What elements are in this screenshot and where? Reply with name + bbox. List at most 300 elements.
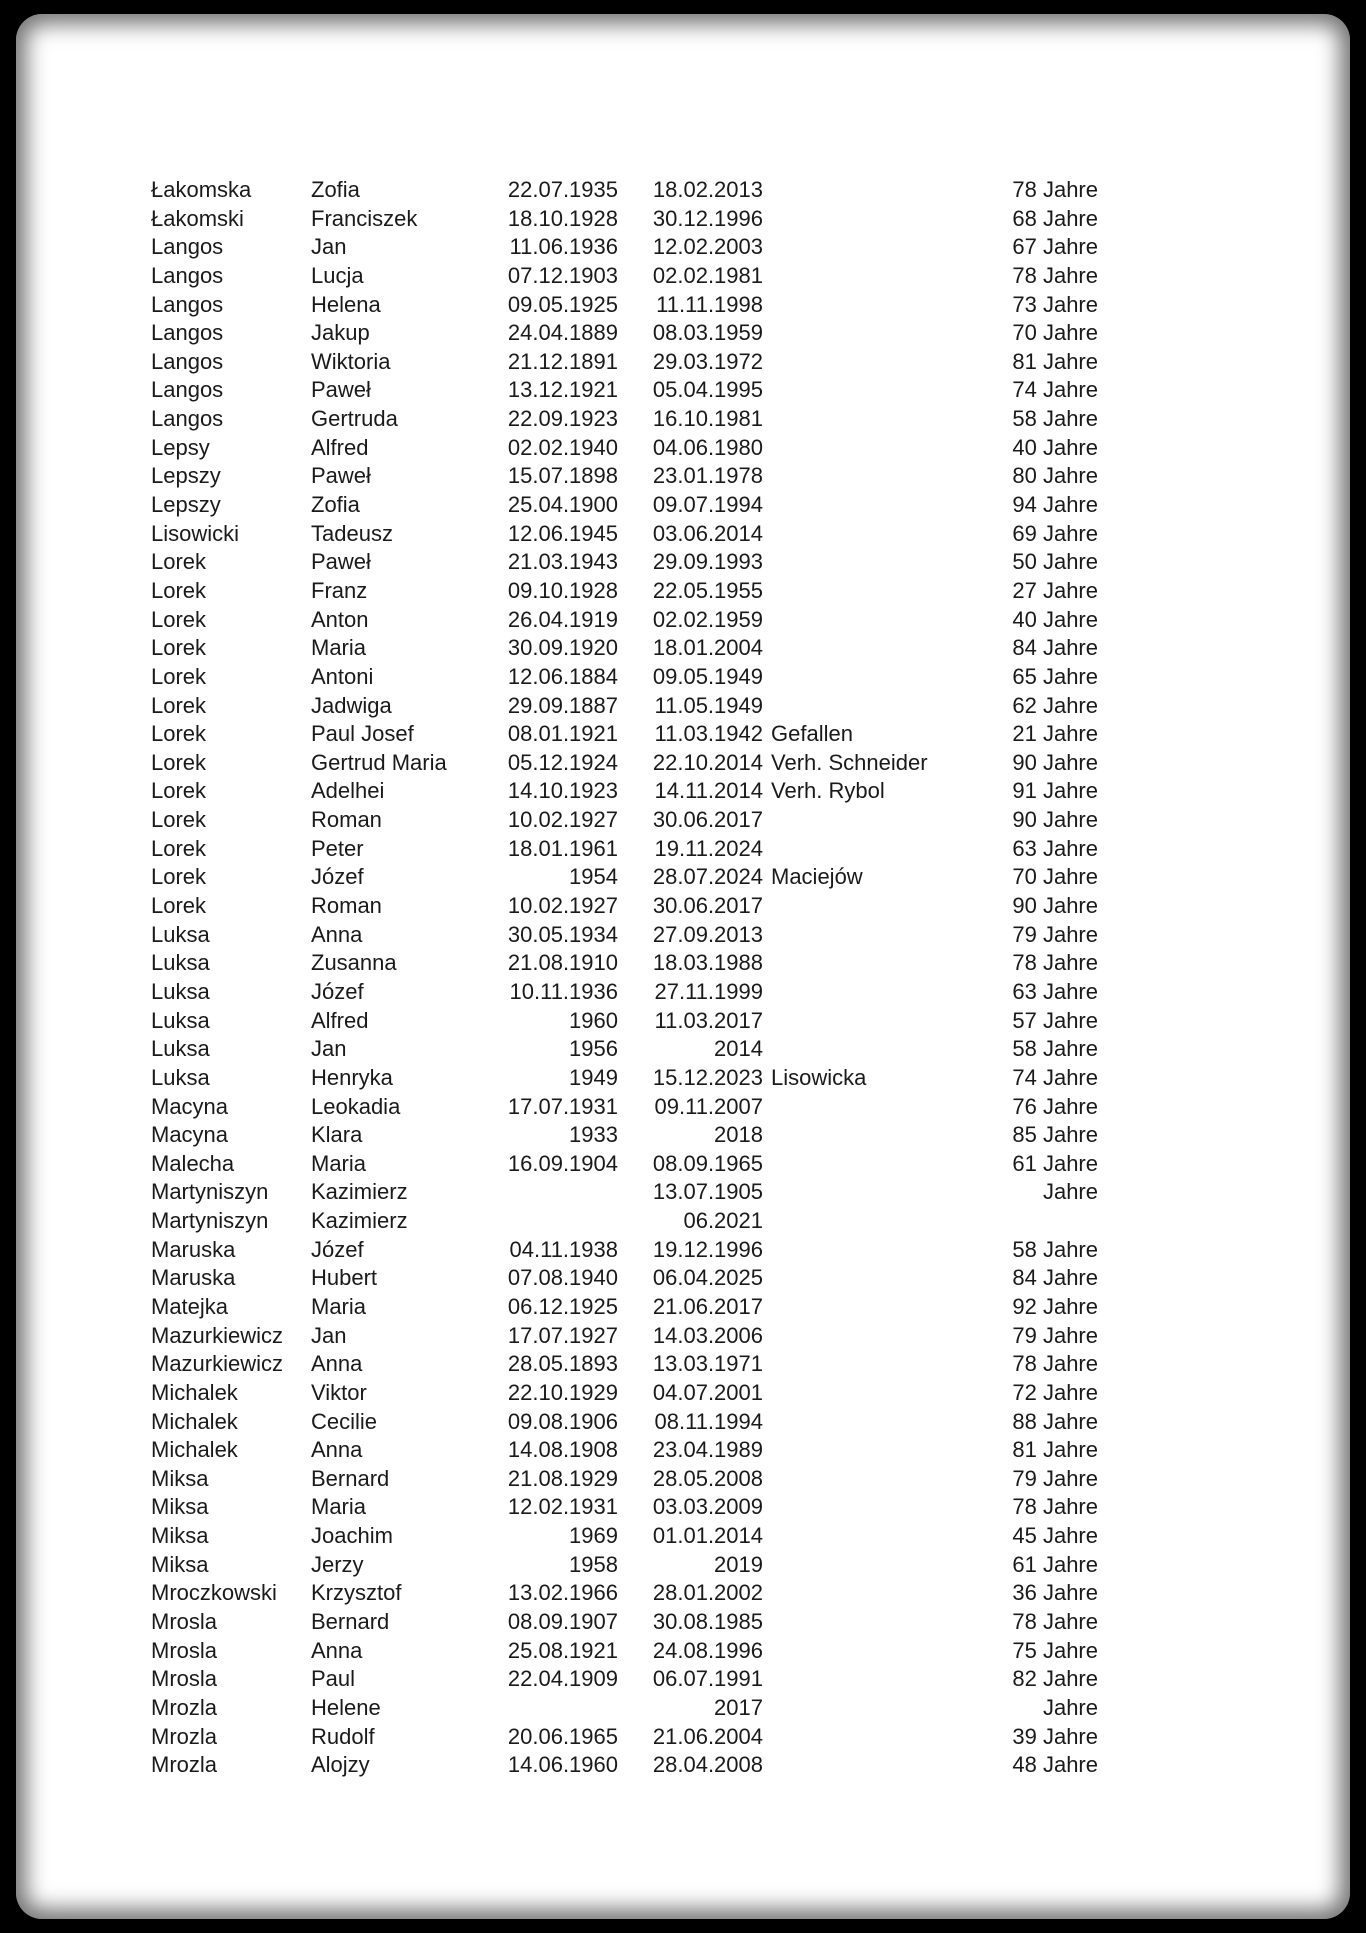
surname-cell: Lisowicki <box>151 520 240 546</box>
birth-date-cell: 20.06.1965 <box>507 1723 618 1749</box>
firstname-cell: Hubert <box>311 1265 378 1291</box>
age-cell <box>1011 1264 1098 1293</box>
age-unit: Jahre <box>1042 1293 1098 1319</box>
birth-date-cell: 1954 <box>569 864 618 890</box>
firstname-cell: Maria <box>311 1293 367 1319</box>
age-cell <box>1011 1408 1098 1437</box>
age-unit: Jahre <box>1042 1465 1098 1491</box>
birth-date-cell: 07.12.1903 <box>507 262 618 288</box>
death-date-cell: 22.05.1955 <box>652 577 763 603</box>
age-unit: Jahre <box>1042 1379 1098 1405</box>
surname-cell: Mrosla <box>151 1666 218 1692</box>
age-value: 36 <box>1012 1580 1037 1606</box>
birth-date-cell: 05.12.1924 <box>507 749 618 775</box>
age-cell <box>1011 1522 1098 1551</box>
birth-date-cell: 26.04.1919 <box>507 606 618 632</box>
table-row <box>151 949 1151 978</box>
death-date-cell: 22.10.2014 <box>652 749 763 775</box>
firstname-cell: Rudolf <box>311 1723 375 1749</box>
note-cell: Verh. Schneider <box>771 749 928 775</box>
firstname-cell: Viktor <box>311 1379 367 1405</box>
age-cell <box>1011 777 1098 806</box>
age-unit: Jahre <box>1042 1408 1098 1434</box>
surname-cell: Łakomski <box>151 205 244 231</box>
age-cell <box>1011 348 1098 377</box>
birth-date-cell: 1956 <box>569 1036 618 1062</box>
firstname-cell: Bernard <box>311 1465 390 1491</box>
birth-date-cell: 17.07.1931 <box>507 1093 618 1119</box>
age-unit: Jahre <box>1042 1609 1098 1635</box>
firstname-cell: Maria <box>311 635 367 661</box>
age-cell <box>1011 978 1098 1007</box>
birth-date-cell: 12.06.1884 <box>507 663 618 689</box>
age-value: 27 <box>1012 577 1037 603</box>
age-value: 65 <box>1012 663 1037 689</box>
death-date-cell: 11.11.1998 <box>656 291 763 317</box>
birth-date-cell: 12.06.1945 <box>507 520 618 546</box>
age-unit: Jahre <box>1042 1093 1098 1119</box>
death-date-cell: 27.09.2013 <box>652 921 763 947</box>
death-date-cell: 09.07.1994 <box>652 492 763 518</box>
firstname-cell: Maria <box>311 1150 367 1176</box>
firstname-cell: Gertrud Maria <box>311 749 447 775</box>
age-unit: Jahre <box>1042 1265 1098 1291</box>
age-unit: Jahre <box>1042 577 1098 603</box>
age-cell <box>1011 1694 1098 1723</box>
age-unit: Jahre <box>1042 1523 1098 1549</box>
birth-date-cell: 25.04.1900 <box>507 492 618 518</box>
birth-date-cell: 1933 <box>569 1122 618 1148</box>
age-cell <box>1011 892 1098 921</box>
surname-cell: Lepsy <box>151 434 210 460</box>
birth-date-cell: 10.02.1927 <box>507 807 618 833</box>
age-value: 88 <box>1012 1408 1037 1434</box>
age-unit: Jahre <box>1042 1551 1098 1577</box>
age-cell <box>1011 1236 1098 1265</box>
death-date-cell: 13.03.1971 <box>652 1351 763 1377</box>
age-cell <box>1011 720 1098 749</box>
table-row <box>151 1751 1151 1780</box>
age-cell <box>1011 606 1098 635</box>
age-unit: Jahre <box>1042 463 1098 489</box>
table-row <box>151 1264 1151 1293</box>
surname-cell: Mazurkiewicz <box>151 1351 284 1377</box>
table-row <box>151 577 1151 606</box>
age-cell <box>1011 749 1098 778</box>
death-date-cell: 30.06.2017 <box>652 893 763 919</box>
table-row <box>151 1665 1151 1694</box>
death-date-cell: 06.2021 <box>683 1208 763 1234</box>
death-date-cell: 06.07.1991 <box>652 1666 763 1692</box>
age-cell <box>1011 1035 1098 1064</box>
surname-cell: Mrosla <box>151 1609 218 1635</box>
firstname-cell: Cecilie <box>311 1408 378 1434</box>
age-unit: Jahre <box>1042 320 1098 346</box>
surname-cell: Luksa <box>151 921 210 947</box>
age-value: 68 <box>1012 205 1037 231</box>
table-row <box>151 319 1151 348</box>
table-row <box>151 233 1151 262</box>
birth-date-cell: 28.05.1893 <box>507 1351 618 1377</box>
surname-cell: Mrozla <box>151 1752 218 1778</box>
age-value: 79 <box>1012 1465 1037 1491</box>
firstname-cell: Paweł <box>311 377 371 403</box>
table-row <box>151 863 1151 892</box>
age-value: 63 <box>1012 978 1037 1004</box>
age-cell <box>1011 1379 1098 1408</box>
surname-cell: Langos <box>151 262 224 288</box>
firstname-cell: Peter <box>311 835 364 861</box>
table-row <box>151 1637 1151 1666</box>
firstname-cell: Henryka <box>311 1064 393 1090</box>
death-date-cell: 27.11.1999 <box>654 978 763 1004</box>
age-value: 91 <box>1012 778 1037 804</box>
death-date-cell: 23.04.1989 <box>652 1437 763 1463</box>
firstname-cell: Paul <box>311 1666 356 1692</box>
surname-cell: Matejka <box>151 1293 229 1319</box>
age-value: 70 <box>1012 320 1037 346</box>
firstname-cell: Anton <box>311 606 369 632</box>
firstname-cell: Franz <box>311 577 368 603</box>
age-value: 74 <box>1012 1064 1037 1090</box>
age-value: 70 <box>1012 864 1037 890</box>
firstname-cell: Helena <box>311 291 381 317</box>
table-row <box>151 1522 1151 1551</box>
age-cell <box>1011 949 1098 978</box>
age-value: 48 <box>1012 1752 1037 1778</box>
age-value: 57 <box>1012 1007 1037 1033</box>
firstname-cell: Jadwiga <box>311 692 392 718</box>
age-cell <box>1011 491 1098 520</box>
firstname-cell: Paul Josef <box>311 721 414 747</box>
death-date-cell: 28.07.2024 <box>652 864 763 890</box>
firstname-cell: Lucja <box>311 262 364 288</box>
birth-date-cell: 1958 <box>569 1551 618 1577</box>
birth-date-cell: 18.01.1961 <box>507 835 618 861</box>
birth-date-cell: 09.08.1906 <box>507 1408 618 1434</box>
birth-date-cell: 21.03.1943 <box>507 549 618 575</box>
birth-date-cell: 10.11.1936 <box>509 978 618 1004</box>
age-unit: Jahre <box>1042 520 1098 546</box>
age-value: 84 <box>1012 635 1037 661</box>
birth-date-cell: 16.09.1904 <box>507 1150 618 1176</box>
birth-date-cell: 14.10.1923 <box>507 778 618 804</box>
age-value: 62 <box>1012 692 1037 718</box>
firstname-cell: Zofia <box>311 492 360 518</box>
age-cell <box>1011 1665 1098 1694</box>
note-cell: Verh. Rybol <box>771 778 885 804</box>
age-value: 94 <box>1012 492 1037 518</box>
table-row <box>151 606 1151 635</box>
firstname-cell: Paweł <box>311 549 371 575</box>
surname-cell: Mrozla <box>151 1723 218 1749</box>
table-row <box>151 1093 1151 1122</box>
table-row <box>151 1493 1151 1522</box>
birth-date-cell: 09.05.1925 <box>507 291 618 317</box>
birth-date-cell: 25.08.1921 <box>507 1637 618 1663</box>
age-cell <box>1011 577 1098 606</box>
firstname-cell: Jakup <box>311 320 370 346</box>
surname-cell: Lorek <box>151 692 207 718</box>
age-value: 40 <box>1012 606 1037 632</box>
table-row <box>151 634 1151 663</box>
age-value: 63 <box>1012 835 1037 861</box>
age-value: 58 <box>1012 406 1037 432</box>
age-unit: Jahre <box>1042 950 1098 976</box>
age-value: 67 <box>1012 234 1037 260</box>
table-row <box>151 1551 1151 1580</box>
age-value: 45 <box>1012 1523 1037 1549</box>
firstname-cell: Józef <box>311 864 364 890</box>
age-unit: Jahre <box>1042 1694 1098 1720</box>
table-row <box>151 1322 1151 1351</box>
birth-date-cell: 21.12.1891 <box>507 348 618 374</box>
age-value: 79 <box>1012 921 1037 947</box>
age-cell <box>1011 1150 1098 1179</box>
age-cell <box>1011 1350 1098 1379</box>
age-unit: Jahre <box>1042 434 1098 460</box>
age-value: 74 <box>1012 377 1037 403</box>
age-cell <box>1011 921 1098 950</box>
age-cell <box>1011 434 1098 463</box>
firstname-cell: Leokadia <box>311 1093 401 1119</box>
firstname-cell: Joachim <box>311 1523 393 1549</box>
age-cell <box>1011 634 1098 663</box>
age-value: 78 <box>1012 950 1037 976</box>
death-date-cell: 2017 <box>714 1694 763 1720</box>
surname-cell: Martyniszyn <box>151 1208 269 1234</box>
age-cell <box>1011 692 1098 721</box>
age-cell <box>1011 1436 1098 1465</box>
table-row <box>151 663 1151 692</box>
age-unit: Jahre <box>1042 663 1098 689</box>
death-date-cell: 05.04.1995 <box>652 377 763 403</box>
age-unit: Jahre <box>1042 1122 1098 1148</box>
age-unit: Jahre <box>1042 721 1098 747</box>
age-cell <box>1011 1751 1098 1780</box>
age-value: 50 <box>1012 549 1037 575</box>
surname-cell: Mroczkowski <box>151 1580 277 1606</box>
age-unit: Jahre <box>1042 635 1098 661</box>
table-row <box>151 1465 1151 1494</box>
age-value: 81 <box>1012 348 1037 374</box>
birth-date-cell: 08.01.1921 <box>507 721 618 747</box>
age-unit: Jahre <box>1042 1064 1098 1090</box>
death-date-cell: 18.03.1988 <box>652 950 763 976</box>
firstname-cell: Jerzy <box>311 1551 364 1577</box>
surname-cell: Michalek <box>151 1379 238 1405</box>
birth-date-cell: 21.08.1910 <box>507 950 618 976</box>
birth-date-cell: 10.02.1927 <box>507 893 618 919</box>
surname-cell: Malecha <box>151 1150 235 1176</box>
age-cell <box>1011 1064 1098 1093</box>
table-row <box>151 1121 1151 1150</box>
birth-date-cell: 22.04.1909 <box>507 1666 618 1692</box>
age-unit: Jahre <box>1042 205 1098 231</box>
death-date-cell: 11.03.2017 <box>654 1007 763 1033</box>
surname-cell: Langos <box>151 291 224 317</box>
table-row <box>151 1379 1151 1408</box>
surname-cell: Luksa <box>151 978 210 1004</box>
table-row <box>151 1064 1151 1093</box>
age-cell <box>1011 835 1098 864</box>
death-date-cell: 28.05.2008 <box>652 1465 763 1491</box>
firstname-cell: Antoni <box>311 663 374 689</box>
age-cell <box>1011 1121 1098 1150</box>
death-date-cell: 28.01.2002 <box>652 1580 763 1606</box>
death-date-cell: 21.06.2017 <box>652 1293 763 1319</box>
surname-cell: Miksa <box>151 1494 209 1520</box>
firstname-cell: Anna <box>311 1437 363 1463</box>
age-unit: Jahre <box>1042 1494 1098 1520</box>
age-cell <box>1011 319 1098 348</box>
death-date-cell: 08.09.1965 <box>652 1150 763 1176</box>
birth-date-cell: 13.12.1921 <box>507 377 618 403</box>
age-unit: Jahre <box>1042 549 1098 575</box>
birth-date-cell: 1969 <box>569 1523 618 1549</box>
note-cell: Lisowicka <box>771 1064 867 1090</box>
age-unit: Jahre <box>1042 291 1098 317</box>
age-value: 76 <box>1012 1093 1037 1119</box>
age-unit: Jahre <box>1042 606 1098 632</box>
age-cell <box>1011 462 1098 491</box>
table-row <box>151 205 1151 234</box>
age-unit: Jahre <box>1042 807 1098 833</box>
age-unit: Jahre <box>1042 1351 1098 1377</box>
age-value: 73 <box>1012 291 1037 317</box>
age-value: 90 <box>1012 807 1037 833</box>
table-row <box>151 376 1151 405</box>
table-row <box>151 262 1151 291</box>
table-row <box>151 1207 1151 1236</box>
table-row <box>151 434 1151 463</box>
surname-cell: Lorek <box>151 606 207 632</box>
age-cell <box>1011 205 1098 234</box>
surname-cell: Lorek <box>151 663 207 689</box>
birth-date-cell: 1949 <box>569 1064 618 1090</box>
firstname-cell: Jan <box>311 1322 347 1348</box>
age-value: 75 <box>1012 1637 1037 1663</box>
age-cell <box>1011 1637 1098 1666</box>
age-value: 85 <box>1012 1122 1037 1148</box>
birth-date-cell: 13.02.1966 <box>507 1580 618 1606</box>
age-cell <box>1011 663 1098 692</box>
birth-date-cell: 21.08.1929 <box>507 1465 618 1491</box>
firstname-cell: Alfred <box>311 434 369 460</box>
age-unit: Jahre <box>1042 377 1098 403</box>
death-date-cell: 2019 <box>714 1551 763 1577</box>
death-date-cell: 08.03.1959 <box>652 320 763 346</box>
table-row <box>151 462 1151 491</box>
surname-cell: Michalek <box>151 1408 238 1434</box>
age-unit: Jahre <box>1042 1322 1098 1348</box>
table-row <box>151 835 1151 864</box>
birth-date-cell: 30.05.1934 <box>507 921 618 947</box>
table-row <box>151 777 1151 806</box>
age-cell <box>1011 548 1098 577</box>
age-cell <box>1011 376 1098 405</box>
birth-date-cell: 24.04.1889 <box>507 320 618 346</box>
age-cell <box>1011 1551 1098 1580</box>
table-row <box>151 978 1151 1007</box>
age-unit: Jahre <box>1042 406 1098 432</box>
age-cell <box>1011 176 1098 205</box>
death-date-cell: 24.08.1996 <box>652 1637 763 1663</box>
surname-cell: Langos <box>151 406 224 432</box>
age-value: 81 <box>1012 1437 1037 1463</box>
surname-cell: Maruska <box>151 1236 236 1262</box>
age-unit: Jahre <box>1042 1580 1098 1606</box>
surname-cell: Lepszy <box>151 463 221 489</box>
surname-cell: Lorek <box>151 807 207 833</box>
age-unit: Jahre <box>1042 864 1098 890</box>
firstname-cell: Józef <box>311 1236 364 1262</box>
table-row <box>151 1608 1151 1637</box>
surname-cell: Macyna <box>151 1122 229 1148</box>
surname-cell: Luksa <box>151 950 210 976</box>
firstname-cell: Franciszek <box>311 205 418 231</box>
age-value: 61 <box>1012 1551 1037 1577</box>
surname-cell: Luksa <box>151 1036 210 1062</box>
age-value: 40 <box>1012 434 1037 460</box>
age-cell <box>1011 863 1098 892</box>
table-row <box>151 921 1151 950</box>
birth-date-cell: 22.09.1923 <box>507 406 618 432</box>
firstname-cell: Anna <box>311 1351 363 1377</box>
table-row <box>151 491 1151 520</box>
firstname-cell: Krzysztof <box>311 1580 402 1606</box>
birth-date-cell: 09.10.1928 <box>507 577 618 603</box>
age-value: 58 <box>1012 1236 1037 1262</box>
firstname-cell: Gertruda <box>311 406 398 432</box>
surname-cell: Langos <box>151 377 224 403</box>
surname-cell: Maruska <box>151 1265 236 1291</box>
age-value: 92 <box>1012 1293 1037 1319</box>
age-cell <box>1011 405 1098 434</box>
surname-cell: Michalek <box>151 1437 238 1463</box>
surname-cell: Lorek <box>151 835 207 861</box>
birth-date-cell: 08.09.1907 <box>507 1609 618 1635</box>
birth-date-cell: 18.10.1928 <box>507 205 618 231</box>
age-value: 78 <box>1012 1609 1037 1635</box>
age-cell <box>1011 1322 1098 1351</box>
table-row <box>151 176 1151 205</box>
firstname-cell: Tadeusz <box>311 520 393 546</box>
table-row <box>151 749 1151 778</box>
table-row <box>151 548 1151 577</box>
age-value: 78 <box>1012 177 1037 202</box>
surname-cell: Mrozla <box>151 1694 218 1720</box>
death-date-cell: 04.06.1980 <box>652 434 763 460</box>
age-unit: Jahre <box>1042 262 1098 288</box>
age-unit: Jahre <box>1042 921 1098 947</box>
birth-date-cell: 1960 <box>569 1007 618 1033</box>
age-unit: Jahre <box>1042 1150 1098 1176</box>
firstname-cell: Józef <box>311 978 364 1004</box>
age-unit: Jahre <box>1042 1637 1098 1663</box>
death-date-cell: 19.11.2024 <box>654 835 763 861</box>
firstname-cell: Anna <box>311 1637 363 1663</box>
note-cell: Gefallen <box>771 721 853 747</box>
death-date-cell: 09.11.2007 <box>654 1093 763 1119</box>
birth-date-cell: 22.07.1935 <box>507 177 618 202</box>
table-row <box>151 1007 1151 1036</box>
death-date-cell: 03.03.2009 <box>652 1494 763 1520</box>
surname-cell: Lorek <box>151 635 207 661</box>
age-unit: Jahre <box>1042 1437 1098 1463</box>
death-date-cell: 14.11.2014 <box>654 778 763 804</box>
death-date-cell: 18.01.2004 <box>652 635 763 661</box>
